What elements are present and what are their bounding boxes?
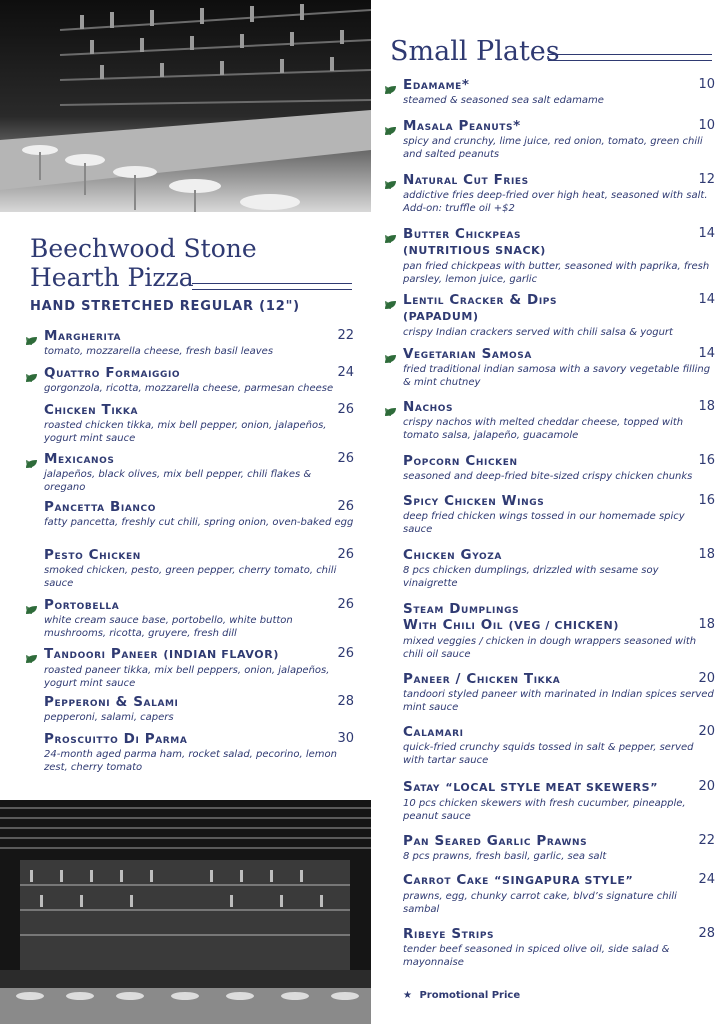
item-price: 26 bbox=[337, 646, 354, 661]
menu-item bbox=[44, 646, 354, 690]
item-name: Proscuitto Di Parma bbox=[44, 731, 188, 747]
item-price: 28 bbox=[698, 926, 715, 941]
menu-item bbox=[44, 694, 354, 724]
bar-counter-photo bbox=[0, 0, 371, 212]
menu-item bbox=[403, 226, 715, 286]
item-price: 26 bbox=[337, 499, 354, 514]
pizza-title-rule bbox=[192, 283, 352, 290]
item-price: 16 bbox=[698, 453, 715, 468]
bar-interior-photo bbox=[0, 800, 371, 1024]
leaf-icon bbox=[384, 80, 398, 90]
menu-item bbox=[403, 601, 715, 661]
item-name: Paneer / Chicken Tikka bbox=[403, 671, 561, 687]
item-name: Carrot Cake “SINGAPURA STYLE” bbox=[403, 872, 634, 888]
item-price: 26 bbox=[337, 402, 354, 417]
item-note: (VEG / CHICKEN) bbox=[508, 619, 619, 632]
item-price: 30 bbox=[337, 731, 354, 746]
item-description: jalapeños, black olives, mix bell pepper, chili flakes & oregano bbox=[44, 469, 312, 493]
menu-item bbox=[403, 671, 715, 714]
item-name: Quattro Formaiggio bbox=[44, 365, 181, 381]
item-description: roasted chicken tikka, mix bell pepper, onion, jalapeños, yogurt mint sauce bbox=[44, 420, 327, 444]
item-price: 12 bbox=[698, 172, 715, 187]
small-plates-title: Small Plates bbox=[390, 36, 560, 67]
item-price: 26 bbox=[337, 597, 354, 612]
item-name: Spicy Chicken Wings bbox=[403, 493, 545, 509]
item-name: Butter Chickpeas bbox=[403, 226, 522, 242]
item-price: 24 bbox=[698, 872, 715, 887]
pizza-subtitle: HAND STRETCHED REGULAR (12") bbox=[30, 299, 300, 314]
leaf-icon bbox=[384, 349, 398, 359]
menu-item bbox=[44, 451, 354, 494]
item-name: Chicken Tikka bbox=[44, 402, 139, 418]
item-price: 18 bbox=[698, 617, 715, 632]
menu-item bbox=[403, 118, 715, 161]
item-description: 8 pcs chicken dumplings, drizzled with sesame soy vinaigrette bbox=[403, 565, 659, 589]
item-price: 28 bbox=[337, 694, 354, 709]
item-description: deep fried chicken wings tossed in our homemade spicy sauce bbox=[403, 511, 685, 535]
item-price: 14 bbox=[698, 292, 715, 307]
menu-item bbox=[403, 346, 715, 389]
menu-item bbox=[403, 172, 715, 215]
menu-item bbox=[403, 833, 715, 863]
item-price: 24 bbox=[337, 365, 354, 380]
menu-item bbox=[44, 499, 354, 529]
item-price: 16 bbox=[698, 493, 715, 508]
leaf-icon bbox=[25, 368, 39, 378]
item-note: “SINGAPURA STYLE” bbox=[494, 874, 634, 887]
item-price: 20 bbox=[698, 671, 715, 686]
menu-item bbox=[44, 365, 354, 395]
item-name: Steam Dumplings bbox=[403, 601, 520, 617]
item-price: 26 bbox=[337, 547, 354, 562]
item-description: white cream sauce base, portobello, white button mushrooms, ricotta, gruyere, fresh dill bbox=[44, 615, 293, 639]
item-description: crispy Indian crackers served with chili salsa & yogurt bbox=[403, 327, 673, 338]
item-name: Calamari bbox=[403, 724, 464, 740]
item-name: Natural Cut Fries bbox=[403, 172, 529, 188]
menu-item bbox=[403, 872, 715, 916]
item-description: fried traditional indian samosa with a savory vegetable filling & mint chutney bbox=[403, 364, 711, 388]
item-description: 8 pcs prawns, fresh basil, garlic, sea salt bbox=[403, 851, 607, 862]
item-name: Pancetta Bianco bbox=[44, 499, 156, 515]
item-description: 10 pcs chicken skewers with fresh cucumber, pineapple, peanut sauce bbox=[403, 798, 686, 822]
item-price: 22 bbox=[337, 328, 354, 343]
item-description: roasted paneer tikka, mix bell peppers, onion, jalapeños, yogurt mint sauce bbox=[44, 665, 330, 689]
item-name-line2: With Chili Oil (VEG / CHICKEN) bbox=[403, 617, 619, 633]
item-description: tender beef seasoned in spiced olive oil, side salad & mayonnaise bbox=[403, 944, 670, 968]
item-price: 26 bbox=[337, 451, 354, 466]
item-price: 18 bbox=[698, 547, 715, 562]
item-name: Masala Peanuts* bbox=[403, 118, 521, 134]
menu-item bbox=[44, 402, 354, 445]
menu-item bbox=[44, 547, 354, 590]
star-icon: ★ bbox=[403, 990, 412, 1001]
item-description: mixed veggies / chicken in dough wrappers seasoned with chili oil sauce bbox=[403, 636, 697, 660]
leaf-icon bbox=[25, 600, 39, 610]
item-name: Portobella bbox=[44, 597, 120, 613]
pizza-title-line1: Beechwood Stone bbox=[30, 234, 257, 263]
menu-item bbox=[403, 724, 715, 767]
item-name: Pepperoni & Salami bbox=[44, 694, 179, 710]
item-price: 10 bbox=[698, 118, 715, 133]
leaf-icon bbox=[384, 402, 398, 412]
item-name: Ribeye Strips bbox=[403, 926, 495, 942]
item-subnote: (PAPADUM) bbox=[403, 310, 479, 323]
item-name: Margherita bbox=[44, 328, 122, 344]
menu-item bbox=[44, 731, 354, 774]
menu-item bbox=[403, 547, 715, 590]
item-description: tomato, mozzarella cheese, fresh basil leaves bbox=[44, 346, 274, 357]
item-name: Lentil Cracker & Dips bbox=[403, 292, 558, 308]
leaf-icon bbox=[25, 454, 39, 464]
menu-item bbox=[44, 597, 354, 640]
menu-item bbox=[403, 779, 715, 823]
item-name: Pan Seared Garlic Prawns bbox=[403, 833, 588, 849]
item-description: tandoori styled paneer with marinated in Indian spices served mint sauce bbox=[403, 689, 714, 713]
item-price: 20 bbox=[698, 779, 715, 794]
menu-item bbox=[403, 493, 715, 536]
menu-item bbox=[44, 328, 354, 358]
item-price: 14 bbox=[698, 346, 715, 361]
item-name: Satay “LOCAL STYLE MEAT SKEWERS” bbox=[403, 779, 659, 795]
footnote-text: Promotional Price bbox=[419, 990, 521, 1001]
item-price: 22 bbox=[698, 833, 715, 848]
item-name: Edamame* bbox=[403, 77, 470, 93]
menu-item bbox=[403, 292, 715, 339]
item-description: quick-fried crunchy squids tossed in salt & pepper, served with tartar sauce bbox=[403, 742, 694, 766]
item-description: addictive fries deep-fried over high heat, seasoned with salt. Add-on: truffle oil +$2 bbox=[403, 190, 708, 214]
item-name: Pesto Chicken bbox=[44, 547, 141, 563]
item-name: Nachos bbox=[403, 399, 454, 415]
leaf-icon bbox=[25, 331, 39, 341]
item-note: “LOCAL STYLE MEAT SKEWERS” bbox=[445, 781, 659, 794]
item-name: Tandoori Paneer (INDIAN FLAVOR) bbox=[44, 646, 279, 662]
item-description: 24-month aged parma ham, rocket salad, pecorino, lemon zest, cherry tomato bbox=[44, 749, 337, 773]
item-price: 18 bbox=[698, 399, 715, 414]
item-name: Popcorn Chicken bbox=[403, 453, 518, 469]
menu-item bbox=[403, 453, 715, 483]
item-description: prawns, egg, chunky carrot cake, blvd’s signature chili sambal bbox=[403, 891, 677, 915]
item-description: fatty pancetta, freshly cut chili, spring onion, oven-baked egg bbox=[44, 517, 354, 528]
item-note: (INDIAN FLAVOR) bbox=[163, 648, 279, 661]
leaf-icon bbox=[384, 295, 398, 305]
menu-item bbox=[403, 77, 715, 107]
item-name: Vegetarian Samosa bbox=[403, 346, 532, 362]
item-name: Mexicanos bbox=[44, 451, 115, 467]
item-description: pan fried chickpeas with butter, seasoned with paprika, fresh parsley, lemon juice, garlic bbox=[403, 261, 710, 285]
item-description: seasoned and deep-fried bite-sized crispy chicken chunks bbox=[403, 471, 693, 482]
footnote bbox=[403, 990, 520, 1001]
item-description: gorgonzola, ricotta, mozzarella cheese, parmesan cheese bbox=[44, 383, 334, 394]
item-name: Chicken Gyoza bbox=[403, 547, 502, 563]
small-plates-rule bbox=[548, 54, 712, 61]
menu-item bbox=[403, 926, 715, 969]
item-description: pepperoni, salami, capers bbox=[44, 712, 174, 723]
item-subnote: (NUTRITIOUS SNACK) bbox=[403, 244, 546, 257]
pizza-title-line2: Hearth Pizza bbox=[30, 263, 194, 292]
item-description: spicy and crunchy, lime juice, red onion, tomato, green chili and salted peanuts bbox=[403, 136, 703, 160]
item-description: smoked chicken, pesto, green pepper, cherry tomato, chili sauce bbox=[44, 565, 337, 589]
item-price: 14 bbox=[698, 226, 715, 241]
menu-item bbox=[403, 399, 715, 442]
item-price: 20 bbox=[698, 724, 715, 739]
leaf-icon bbox=[25, 649, 39, 659]
leaf-icon bbox=[384, 229, 398, 239]
leaf-icon bbox=[384, 175, 398, 185]
item-description: steamed & seasoned sea salt edamame bbox=[403, 95, 604, 106]
leaf-icon bbox=[384, 121, 398, 131]
item-price: 10 bbox=[698, 77, 715, 92]
item-description: crispy nachos with melted cheddar cheese, topped with tomato salsa, jalapeño, guacamole bbox=[403, 417, 684, 441]
